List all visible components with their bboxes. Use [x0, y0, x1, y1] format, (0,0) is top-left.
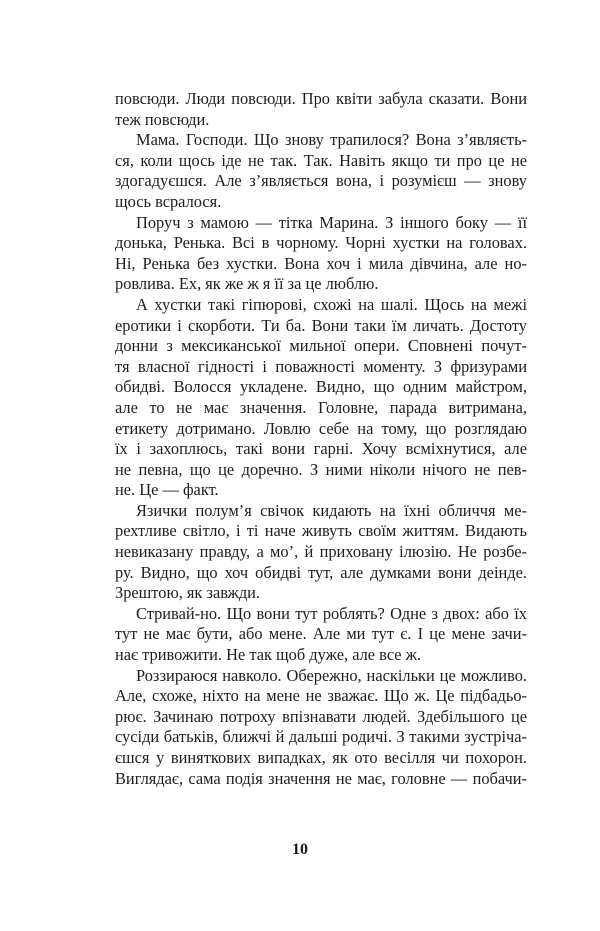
text-line: Стривай-но. Що вони тут роблять? Одне з двох: або їх	[136, 603, 527, 623]
text-line: А хустки такі гіпюрові, схожі на шалі. Щось на межі	[136, 294, 527, 314]
text-line: еротики і скорботи. Ти ба. Вони таки їм личать. Достоту	[115, 315, 527, 335]
text-line: донька, Ренька. Всі в чорному. Чорні хустки на головах.	[115, 233, 527, 253]
text-line: їх і захоплюсь, такі вони гарні. Хочу всміхнутися, але	[115, 439, 527, 459]
text-line: Мама. Господи. Що знову трапилося? Вона з’являєть-	[136, 130, 527, 150]
text-line: єшся у виняткових випадках, як ото весілля чи похорон.	[115, 748, 527, 767]
text-line: Але, схоже, ніхто на мене не зважає. Що ж. Це підбадьо-	[115, 686, 527, 706]
text-line: щось всралося.	[115, 191, 222, 211]
text-line: Поруч з мамою — тітка Марина. З іншого боку — її	[136, 212, 527, 232]
text-line: нає тривожити. Не так щоб дуже, але все ж.	[115, 645, 422, 665]
text-line: здогадуєшся. Але з’являється вона, і розумієш — знову	[115, 171, 527, 191]
paragraph	[115, 89, 527, 130]
text-line: етикету дотримано. Ловлю себе на тому, що розглядаю	[115, 418, 527, 438]
text-line: Ні, Ренька без хустки. Вона хоч і мила дівчина, але но-	[115, 253, 527, 273]
text-line: ру. Видно, що хоч обидві тут, але думками вони деінде.	[115, 562, 527, 582]
paragraph	[115, 666, 527, 790]
text-line: Роззираюся навколо. Обережно, наскільки це можливо.	[136, 665, 527, 685]
text-line: теж повсюди.	[115, 109, 210, 129]
text-line: обидві. Волосся укладене. Видно, що одним майстром,	[115, 377, 527, 397]
text-line: не певна, що це доречно. З ними ніколи нічого не пев-	[115, 459, 527, 479]
text-line: повсюди. Люди повсюди. Про квіти забула сказати. Вони	[115, 89, 527, 108]
body-text	[115, 89, 527, 789]
paragraph	[115, 213, 527, 295]
page-number: 10	[292, 841, 308, 858]
text-line: Виглядає, сама подія значення не має, головне — побачи-	[115, 768, 527, 788]
text-line: невиказану правду, а мо’, й приховану ілюзію. Не розбе-	[115, 542, 527, 562]
text-line: Язички полум’я свічок кидають на їхні обличчя ме-	[136, 500, 527, 520]
paragraph	[115, 604, 527, 666]
paragraph	[115, 295, 527, 501]
paragraph	[115, 501, 527, 604]
text-line: донни з мексиканської мильної опери. Сповнені почут-	[115, 336, 527, 356]
text-line: але то не має значення. Головне, парада витримана,	[115, 397, 527, 417]
text-line: тя власної гідності і поважності моменту. З фризурами	[115, 356, 527, 376]
text-line: тут не має бути, або мене. Але ми тут є. І це мене зачи-	[115, 624, 527, 644]
text-line: ровлива. Ех, як же ж я її за це люблю.	[115, 274, 379, 294]
text-line: сусіди батьків, ближчі й дальші родичі. З такими зустріча-	[115, 727, 527, 747]
text-line: рехтливе світло, і ті наче живуть своїм життям. Видають	[115, 521, 527, 541]
text-line: Зрештою, як завжди.	[115, 583, 261, 603]
text-line: не. Це — факт.	[115, 480, 219, 500]
paragraph	[115, 130, 527, 212]
text-line: ся, коли щось іде не так. Так. Навіть якщо ти про це не	[115, 150, 527, 170]
text-line: рює. Зачинаю потроху впізнавати людей. Здебільшого це	[115, 706, 527, 726]
